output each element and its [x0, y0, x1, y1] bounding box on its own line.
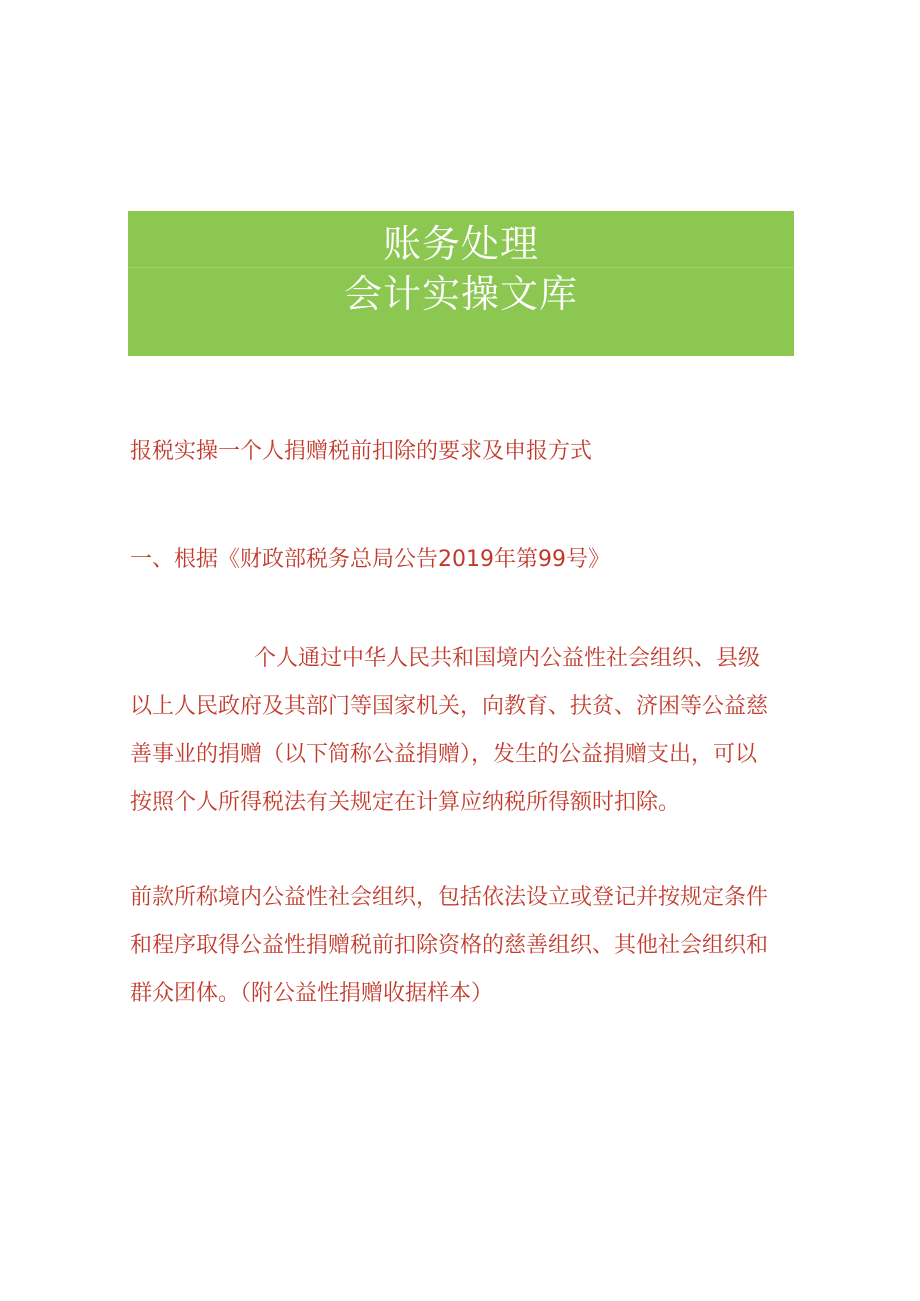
- banner-title: 账务处理: [382, 222, 539, 266]
- paragraph-line: 善事业的捐赠（以下简称公益捐赠），发生的公益捐赠支出，可以: [130, 742, 758, 767]
- paragraph-2: [130, 874, 792, 1018]
- banner-subtitle: 会计实操文库: [343, 272, 578, 316]
- paragraph-line: 和程序取得公益性捐赠税前扣除资格的慈善组织、其他社会组织和: [130, 933, 769, 958]
- section-heading: 一、根据《财政部税务总局公告2019年第99号》: [130, 547, 610, 572]
- banner-divider: [128, 267, 794, 268]
- paragraph-line: 以上人民政府及其部门等国家机关，向教育、扶贫、济困等公益慈: [130, 694, 769, 719]
- paragraph-1: [130, 635, 792, 827]
- paragraph-line: 个人通过中华人民共和国境内公益性社会组织、县级: [254, 646, 761, 671]
- paragraph-line: 群众团体。（附公益性捐赠收据样本）: [130, 981, 494, 1006]
- header-banner: [128, 211, 794, 356]
- document-title: 报税实操一个人捐赠税前扣除的要求及申报方式: [130, 439, 593, 464]
- paragraph-line: 前款所称境内公益性社会组织，包括依法设立或登记并按规定条件: [130, 885, 769, 910]
- paragraph-line: 按照个人所得税法有关规定在计算应纳税所得额时扣除。: [130, 790, 681, 815]
